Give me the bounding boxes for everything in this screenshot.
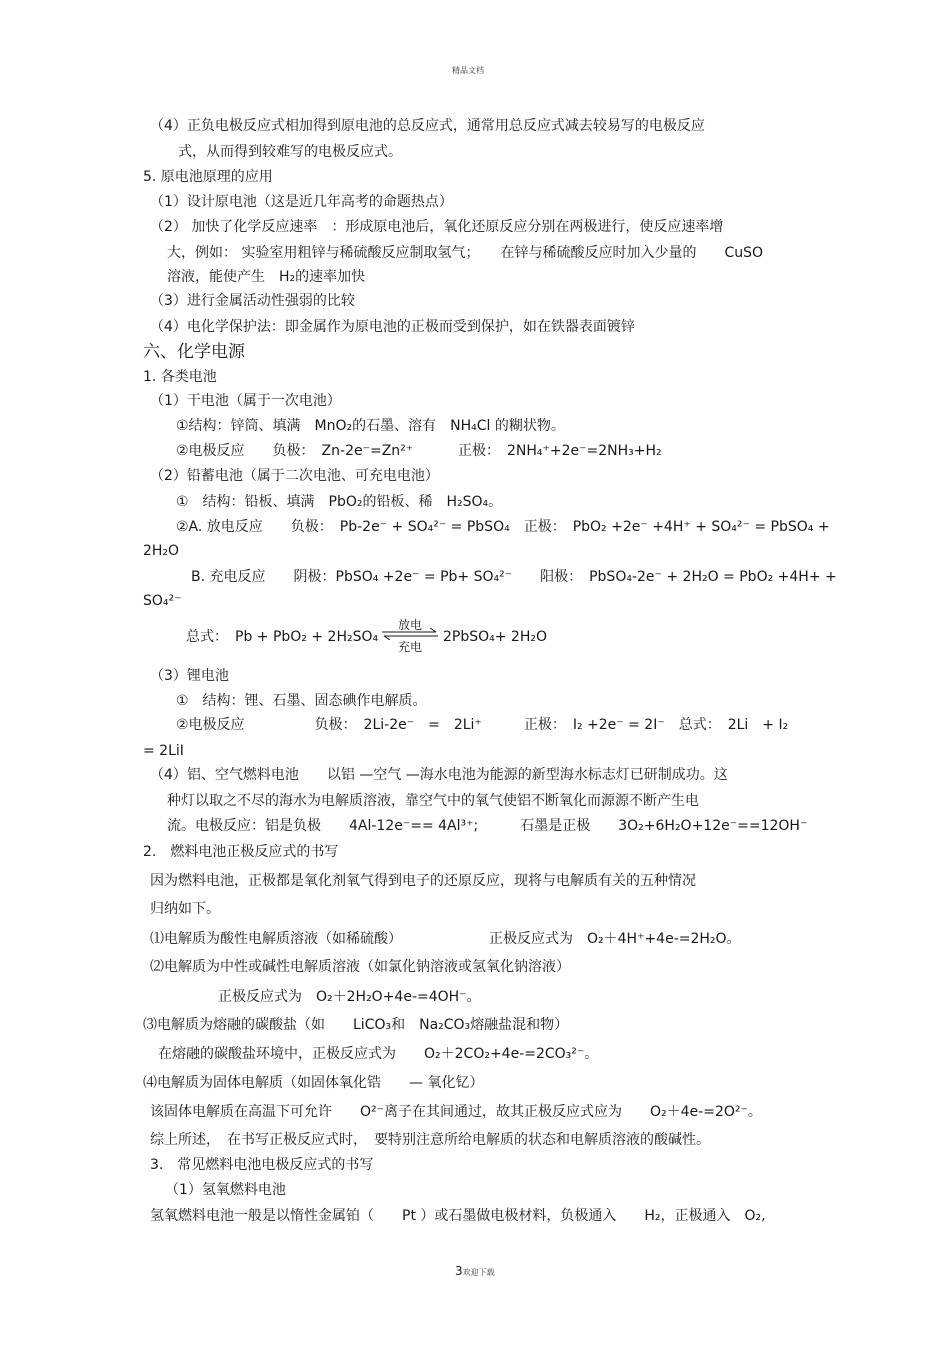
total-equation-left: 总式： Pb + PbO₂ + 2H₂SO₄ — [186, 629, 379, 645]
charge-label: 充电 — [398, 640, 423, 654]
text-line: 在熔融的碳酸盐环境中，正极反应式为 O₂＋2CO₂+4e-=2CO₃²⁻。 — [158, 1046, 599, 1062]
page-number: 3 — [455, 1264, 463, 1278]
text-line: 正极反应式为 O₂＋2H₂O+4e-=4OH⁻。 — [218, 989, 481, 1005]
text-line: （1）氢氧燃料电池 — [165, 1182, 286, 1198]
text-line: ① 结构：锂、石墨、固态碘作电解质。 — [176, 693, 427, 709]
text-line: ⑶电解质为熔融的碳酸盐（如 LiCO₃和 Na₂CO₃熔融盐混和物） — [143, 1017, 569, 1033]
text-line: 该固体电解质在高温下可允许 O²⁻离子在其间通过，故其正极反应式应为 O₂＋4e-=2O²⁻。 — [150, 1104, 762, 1120]
discharge-label: 放电 — [398, 618, 423, 632]
text-line: ②A. 放电反应 负极： Pb-2e⁻ + SO₄²⁻ = PbSO₄ 正极： PbO₂ +2e⁻ +4H⁺ + SO₄²⁻ = PbSO₄ + — [176, 519, 830, 535]
reversible-arrow — [380, 616, 440, 654]
text-line: ②电极反应 负极： Zn-2e⁻=Zn²⁺ — [176, 443, 414, 459]
text-line: （2）铅蓄电池（属于二次电池、可充电电池） — [150, 468, 439, 484]
text-line: 正极： 2NH₄⁺+2e⁻=2NH₃+H₂ — [458, 443, 662, 459]
text-line: （2） 加快了化学反应速率 ：形成原电池后，氧化还原反应分别在两极进行，使反应速率增 — [150, 219, 724, 235]
section-heading: 1. 各类电池 — [143, 369, 217, 385]
text-line: 种灯以取之不尽的海水为电解质溶液，靠空气中的氧气使铝不断氧化而源源不断产生电 — [167, 793, 699, 809]
text-line: 综上所述， 在书写正极反应式时， 要特别注意所给电解质的状态和电解质溶液的酸碱性。 — [150, 1132, 710, 1148]
text-line: 因为燃料电池，正极都是氧化剂氧气得到电子的还原反应，现将与电解质有关的五种情况 — [150, 873, 696, 889]
text-line: （3）锂电池 — [150, 668, 229, 684]
text-line: B. 充电反应 阴极：PbSO₄ +2e⁻ = Pb+ SO₄²⁻ 阳极： PbSO₄-2e⁻ + 2H₂O = PbO₂ +4H+ + — [191, 569, 837, 585]
text-line: 氢氧燃料电池一般是以惰性金属铂（ Pt ）或石墨做电极材料，负极通入 H₂，正极通入 O₂, — [150, 1208, 766, 1224]
footer-text: 欢迎下载 — [462, 1268, 495, 1277]
text-line: 正极反应式为 O₂＋4H⁺+4e-=2H₂O。 — [489, 931, 741, 947]
text-line: （4）正负电极反应式相加得到原电池的总反应式，通常用总反应式减去较易写的电极反应 — [150, 118, 705, 134]
text-line: 流。电极反应：铝是负极 4Al-12e⁻== 4Al³⁺; 石墨是正极 3O₂+6H₂O+12e⁻==12OH⁻ — [167, 818, 808, 834]
text-line: （3）进行金属活动性强弱的比较 — [150, 293, 355, 309]
total-equation-right: 2PbSO₄+ 2H₂O — [443, 629, 548, 645]
text-line: ②电极反应 负极： 2Li-2e⁻ = 2Li⁺ 正极： I₂ +2e⁻ = 2I⁻ 总式： 2Li + I₂ — [176, 717, 789, 733]
text-line: ⑷电解质为固体电解质（如固体氧化锆 — 氧化钇） — [143, 1075, 484, 1091]
text-line: SO₄²⁻ — [143, 593, 182, 609]
text-line: ⑴电解质为酸性电解质溶液（如稀硫酸） — [150, 931, 402, 947]
section-heading: 5. 原电池原理的应用 — [143, 169, 273, 185]
text-line: （1）设计原电池（这是近几年高考的命题热点） — [150, 194, 453, 210]
text-line: （4）铝、空气燃料电池 以铝 —空气 —海水电池为能源的新型海水标志灯已研制成功。这 — [150, 767, 728, 783]
text-line: 式，从而得到较难写的电极反应式。 — [178, 144, 402, 160]
section-heading: 2. 燃料电池正极反应式的书写 — [143, 844, 339, 860]
text-line: 大，例如： 实验室用粗锌与稀硫酸反应制取氢气； 在锌与稀硫酸反应时加入少量的 CuSO — [167, 245, 764, 261]
page-footer — [455, 1262, 495, 1280]
text-line: 归纳如下。 — [150, 901, 220, 917]
section-heading: 3. 常见燃料电池电极反应式的书写 — [150, 1157, 374, 1173]
chapter-heading: 六、化学电源 — [143, 342, 245, 362]
text-line: （4）电化学保护法：即金属作为原电池的正极而受到保护，如在铁器表面镀锌 — [150, 319, 635, 335]
text-line: ①结构：锌筒、填满 MnO₂的石墨、溶有 NH₄Cl 的糊状物。 — [176, 418, 565, 434]
page-header: 精品文档 — [452, 66, 484, 75]
text-line: 2H₂O — [143, 543, 180, 559]
text-line: ⑵电解质为中性或碱性电解质溶液（如氯化钠溶液或氢氧化钠溶液） — [150, 959, 570, 975]
text-line: 溶液，能使产生 H₂的速率加快 — [167, 269, 366, 285]
text-line: ① 结构：铅板、填满 PbO₂的铅板、稀 H₂SO₄。 — [176, 494, 503, 510]
text-line: = 2LiI — [143, 743, 184, 759]
text-line: （1）干电池（属于一次电池） — [150, 393, 341, 409]
